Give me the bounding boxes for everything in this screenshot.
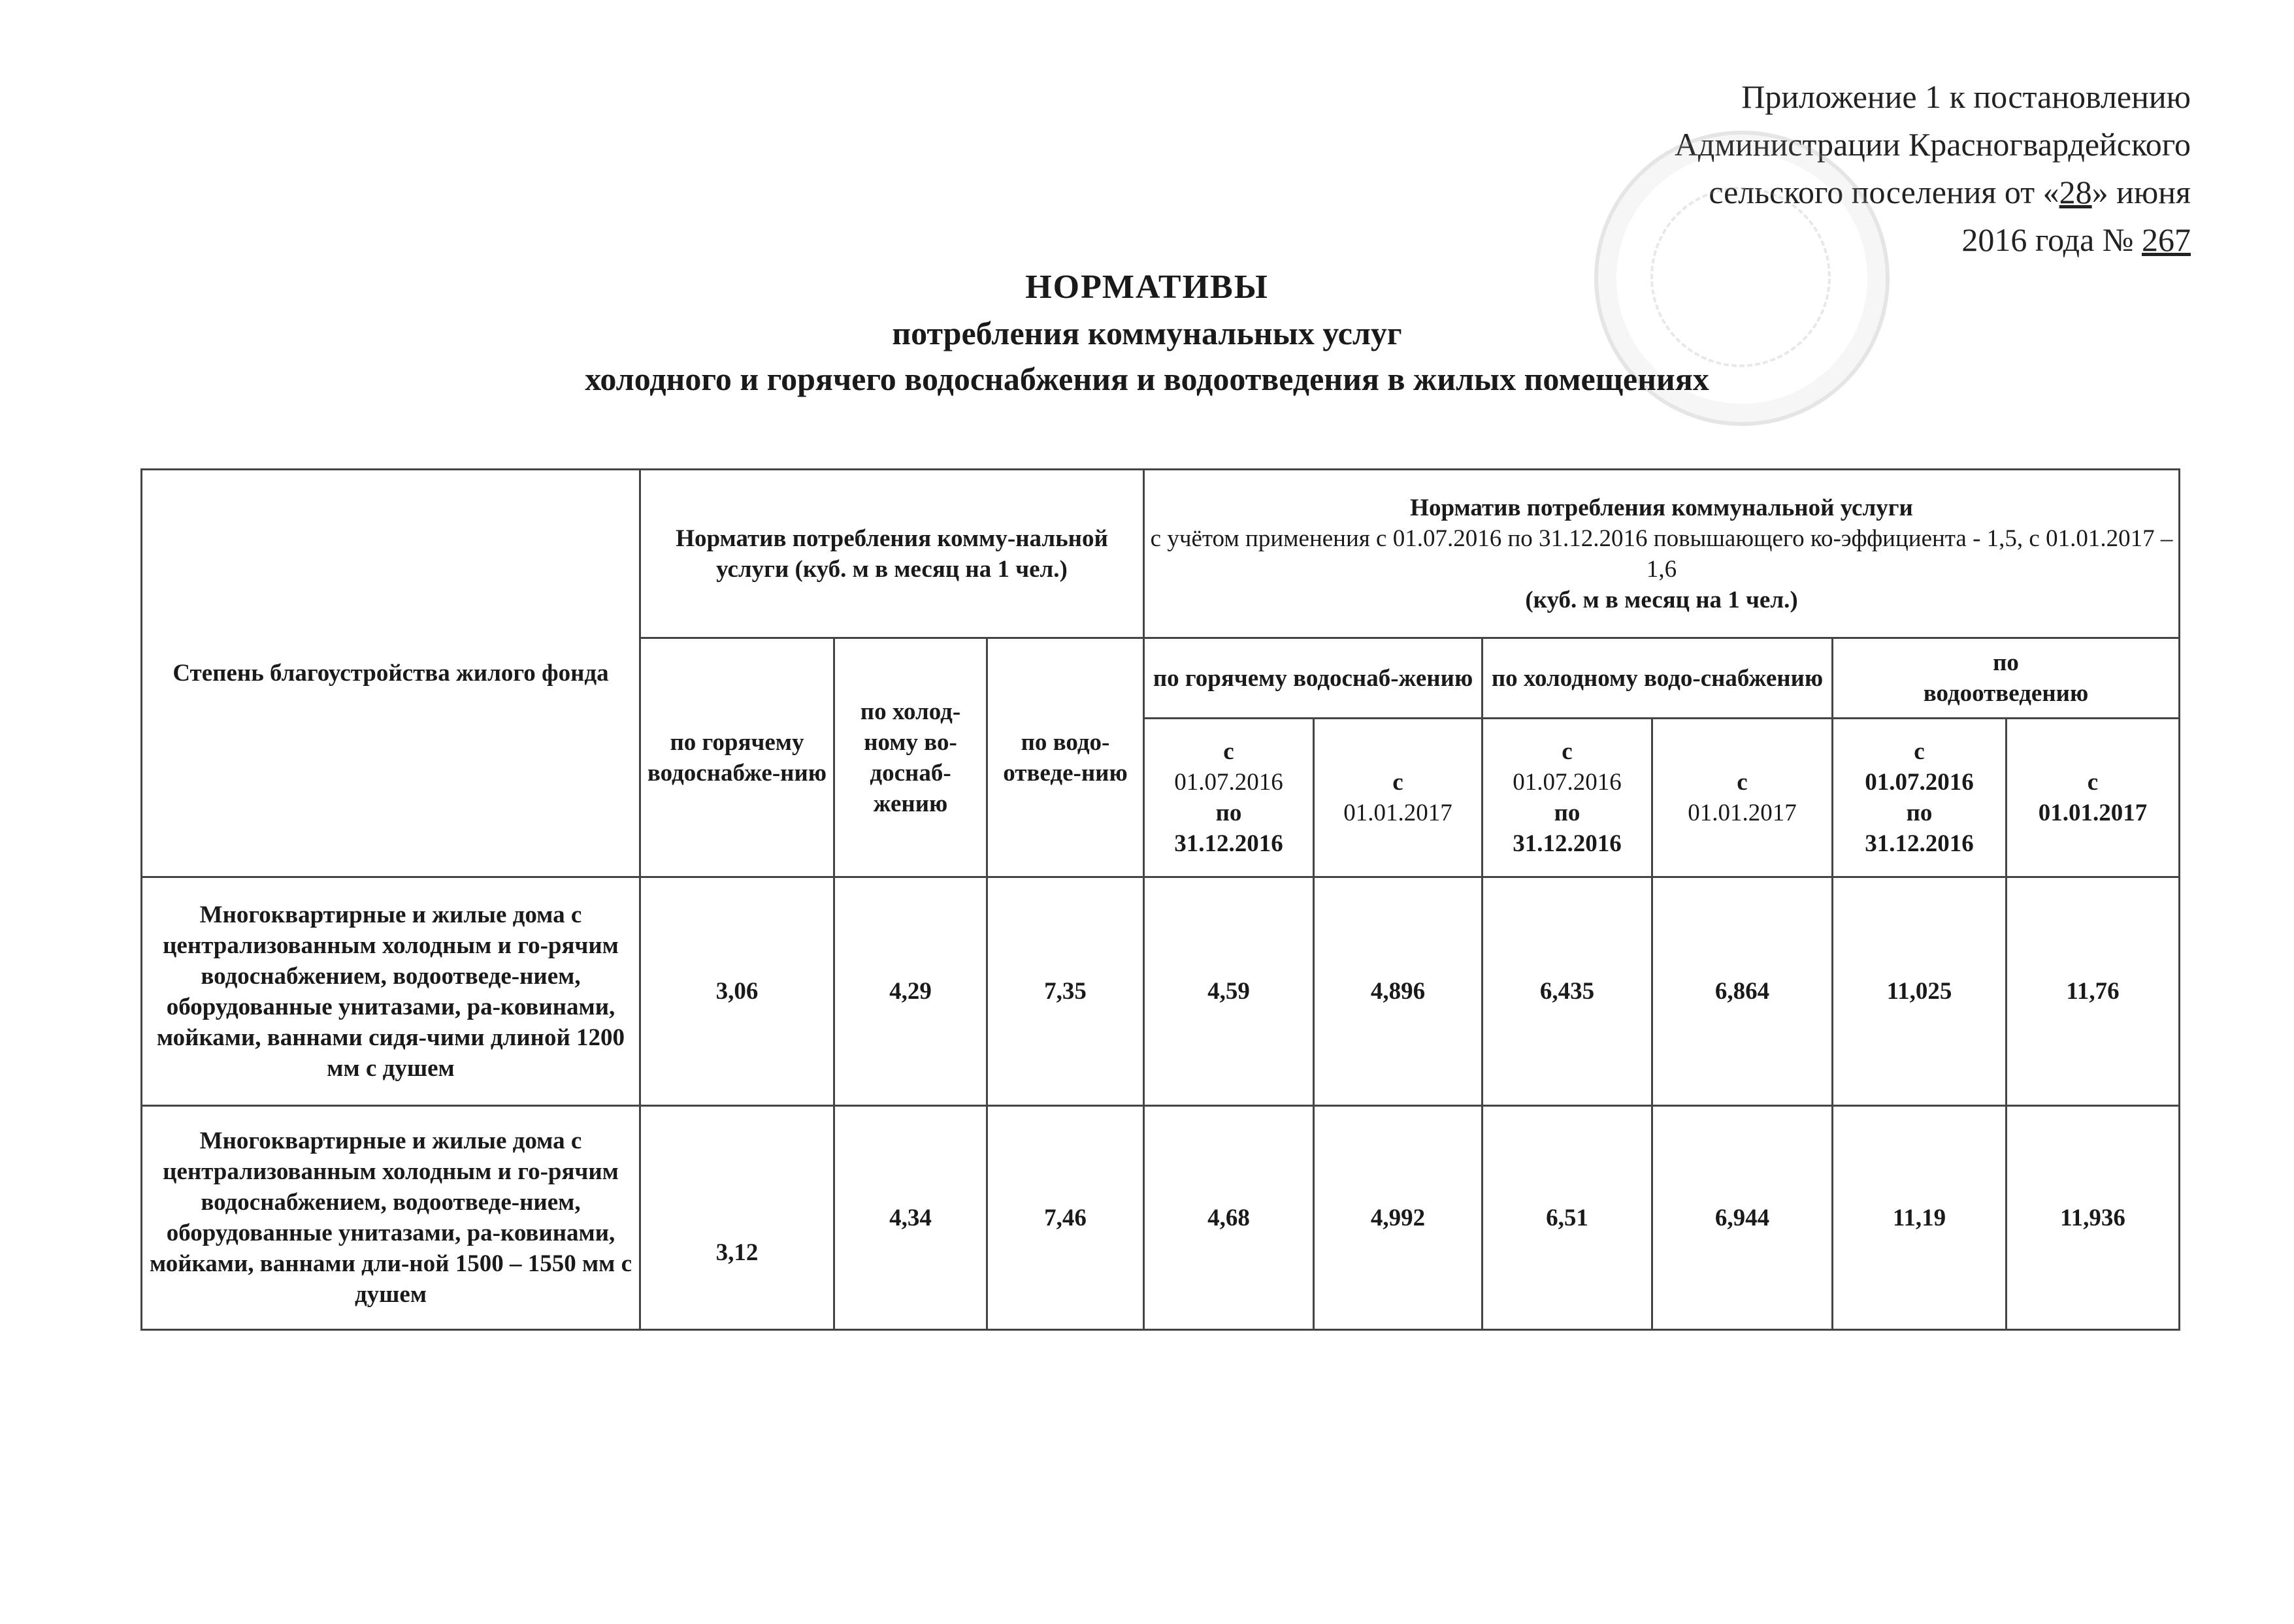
appendix-line-1: Приложение 1 к постановлению (1741, 78, 2191, 115)
cell-hot-2016: 4,59 (1144, 877, 1314, 1106)
norms-table (140, 468, 2180, 1331)
appendix-line-3: сельского поселения от «28» июня (1709, 174, 2191, 210)
appendix-number: 267 (2142, 221, 2191, 258)
header-coef-group: Норматив потребления коммунальной услуги с учётом применения с 01.07.2016 по 31.12.2016 повышающего ко-эффициента - 1,5, с 01.01.2017 – 1,6 (куб. м в месяц на 1 чел.) (1144, 470, 2180, 638)
cell-norm-cold: 4,34 (834, 1106, 987, 1330)
cell-drain-2017: 11,936 (2007, 1106, 2180, 1330)
header-coef-hot: по горячему водоснаб-жению (1144, 638, 1483, 719)
period-hot-a: с 01.07.2016 по 31.12.2016 (1144, 719, 1314, 877)
period-hot-b: с 01.01.2017 (1314, 719, 1483, 877)
cell-norm-hot: 3,12 (640, 1106, 834, 1330)
table-row (142, 877, 2180, 1106)
appendix-line-2: Администрации Красногвардейского (1674, 126, 2191, 163)
cell-norm-cold: 4,29 (834, 877, 987, 1106)
cell-norm-hot: 3,06 (640, 877, 834, 1106)
cell-hot-2016: 4,68 (1144, 1106, 1314, 1330)
header-norm-group: Норматив потребления комму-нальной услуги (куб. м в месяц на 1 чел.) (640, 470, 1144, 638)
header-norm-cold: по холод-ному во-доснаб-жению (834, 638, 987, 877)
title-line-3: холодного и горячего водоснабжения и водоотведения в жилых помещениях (585, 361, 1709, 397)
period-drain-b: с 01.01.2017 (2007, 719, 2180, 877)
header-norm-hot: по горячему водоснабже-нию (640, 638, 834, 877)
header-row-1 (142, 470, 2180, 638)
cell-drain-2016: 11,025 (1833, 877, 2007, 1106)
appendix-line-4: 2016 года № 267 (1961, 221, 2191, 258)
appendix-day: 28 (2059, 174, 2092, 210)
cell-norm-drain: 7,46 (987, 1106, 1144, 1330)
header-coef-drain: по водоотведению (1833, 638, 2180, 719)
period-cold-b: с 01.01.2017 (1652, 719, 1833, 877)
title-line-2: потребления коммунальных услуг (892, 315, 1402, 351)
cell-drain-2016: 11,19 (1833, 1106, 2007, 1330)
header-object: Степень благоустройства жилого фонда (142, 470, 640, 877)
cell-cold-2017: 6,864 (1652, 877, 1833, 1106)
document-title (0, 265, 2294, 402)
table-row (142, 1106, 2180, 1330)
period-drain-a: с 01.07.2016 по 31.12.2016 (1833, 719, 2007, 877)
period-cold-a: с 01.07.2016 по 31.12.2016 (1483, 719, 1652, 877)
cell-hot-2017: 4,896 (1314, 877, 1483, 1106)
header-norm-drain: по водо-отведе-нию (987, 638, 1144, 877)
header-coef-cold: по холодному водо-снабжению (1483, 638, 1833, 719)
cell-drain-2017: 11,76 (2007, 877, 2180, 1106)
cell-cold-2016: 6,51 (1483, 1106, 1652, 1330)
cell-norm-drain: 7,35 (987, 877, 1144, 1106)
title-main: НОРМАТИВЫ (1025, 268, 1269, 306)
cell-hot-2017: 4,992 (1314, 1106, 1483, 1330)
cell-cold-2016: 6,435 (1483, 877, 1652, 1106)
cell-cold-2017: 6,944 (1652, 1106, 1833, 1330)
row-description: Многоквартирные и жилые дома с централизованным холодным и го-рячим водоснабжением, водоотведе-нием, оборудованные унитазами, ра-ковинами, мойками, ваннами дли-ной 1500 – 1550 мм с душем (142, 1106, 640, 1330)
row-description: Многоквартирные и жилые дома с централизованным холодным и го-рячим водоснабжением, водоотведе-нием, оборудованные унитазами, ра-ковинами, мойками, ваннами сидя-чими длиной 1200 мм с душем (142, 877, 640, 1106)
